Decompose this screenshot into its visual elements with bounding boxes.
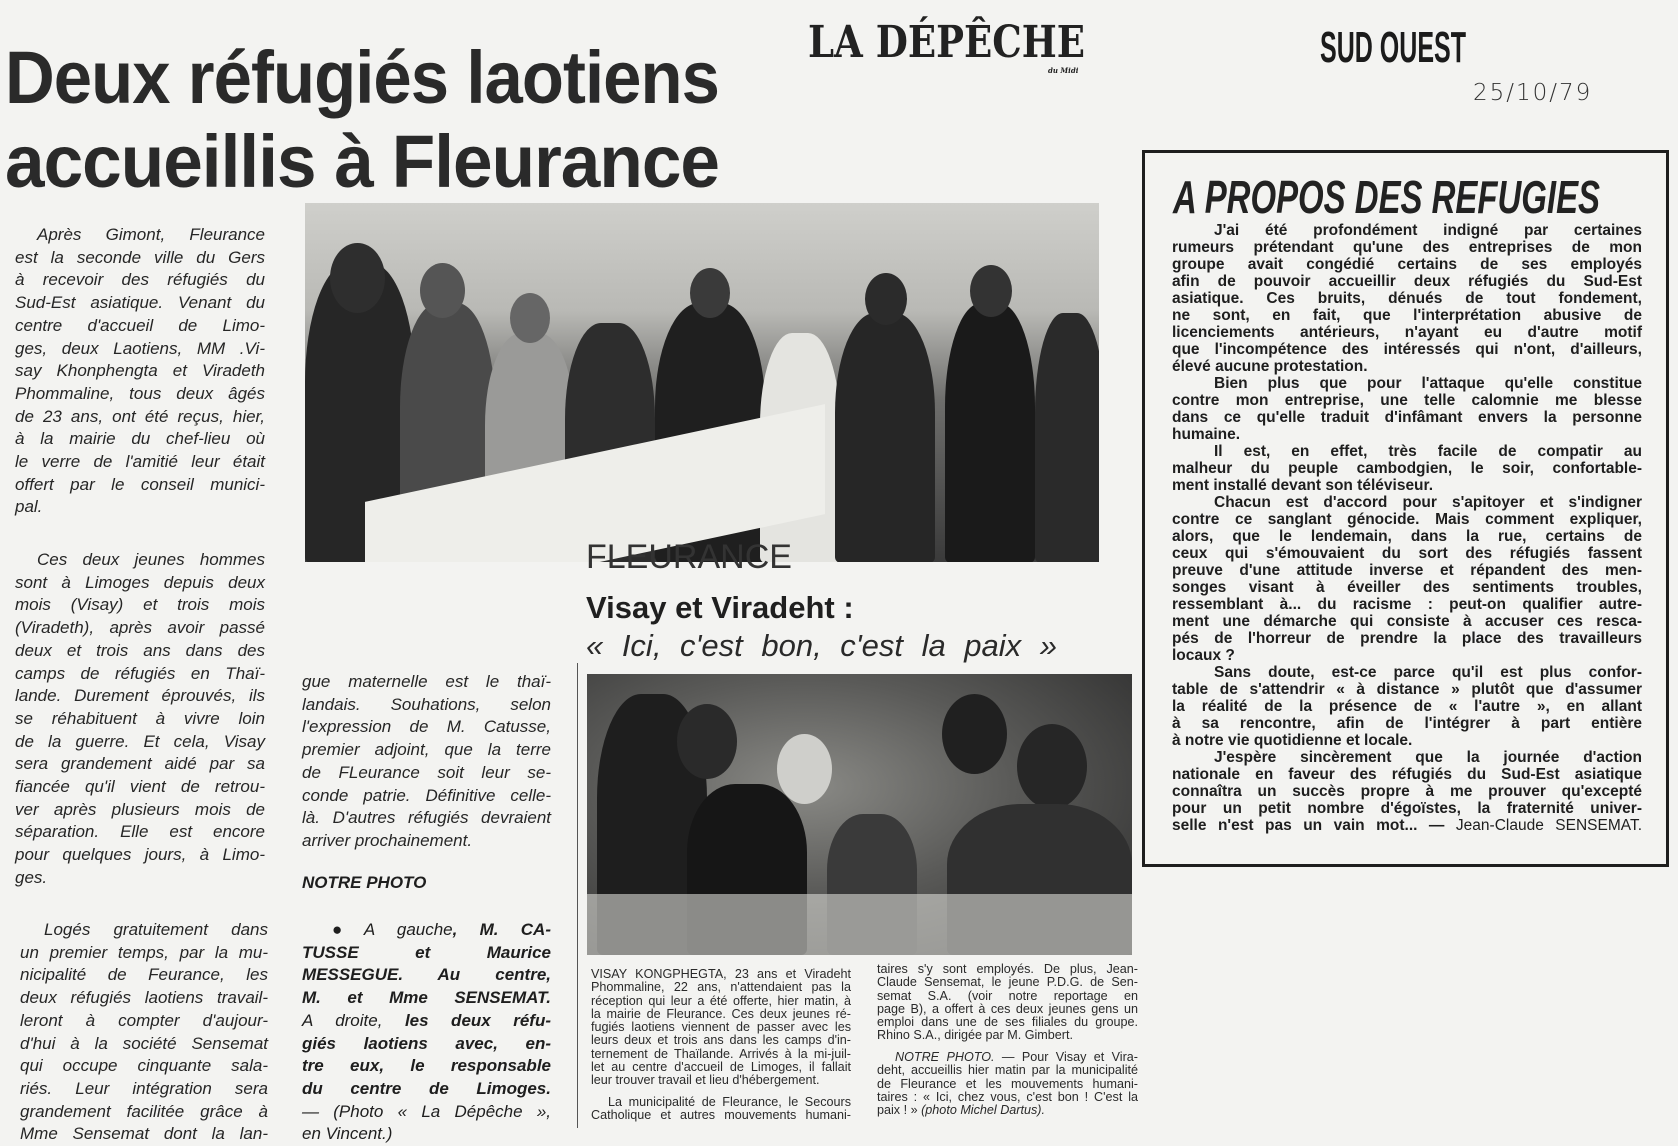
line-text: à notre vie quotidienne et locale.: [1172, 732, 1413, 749]
text-line: [1172, 358, 1642, 375]
line-text: élevé aucune protestation.: [1172, 358, 1368, 375]
line-text: malheur du peuple cambodgien, le soir, confortable-: [1172, 460, 1642, 477]
text-line: [15, 731, 265, 754]
text-line: [591, 1048, 851, 1061]
letter-paragraph-6: [1172, 749, 1642, 834]
line-text: pés de l'horreur de prendre la place des travailleurs: [1172, 630, 1642, 647]
article-paragraph-2: [15, 549, 265, 890]
text-line: [5, 38, 719, 118]
text-line: [1172, 256, 1642, 273]
text-line: [1172, 324, 1642, 341]
line-text: fugiés laotiens viennent de passer avec les: [591, 1020, 851, 1035]
article-paragraph-1: [15, 224, 265, 519]
text-line: [15, 685, 265, 708]
photo-caption-paragraph-2: [591, 1096, 851, 1123]
text-segment: paix ! »: [877, 1103, 922, 1118]
text-line: [20, 1010, 268, 1033]
line-text: là. D'autres réfugiés devraient: [302, 808, 551, 828]
text-segment: les deux réfu-: [404, 1010, 551, 1030]
text-line: [808, 18, 1085, 68]
line-text: emploi dans une de ses filiales du groupe.: [877, 1015, 1138, 1030]
text-line: [15, 776, 265, 799]
line-text: nationale en faveur des réfugiés du Sud-Est asiatique: [1172, 766, 1642, 783]
text-line: [1172, 239, 1642, 256]
line-text: offert par le conseil munici-: [15, 474, 265, 494]
text-line: [15, 594, 265, 617]
text-segment: selle n'est pas un vain mot... —: [1172, 817, 1456, 834]
line-text: gue maternelle est le thaï-: [302, 672, 551, 691]
line-text: lande. Durement éprouvés, ils: [15, 686, 265, 706]
text-line: [1172, 545, 1642, 562]
line-text: la mairie de Fleurance. Ces deux jeunes ré-: [591, 1006, 851, 1021]
text-line: [302, 1123, 551, 1146]
text-segment: — (Photo « La Dépêche »,: [302, 1101, 551, 1121]
line-text: Bien plus que pour l'attaque qu'elle constitue: [1214, 375, 1642, 392]
text-line: [1172, 800, 1642, 817]
text-line: [15, 663, 265, 686]
text-line: [1172, 766, 1642, 783]
line-text: [302, 1123, 392, 1146]
text-line: [15, 640, 265, 663]
line-text: SUD OUEST: [1320, 23, 1466, 72]
line-text: Ces deux jeunes hommes: [37, 550, 265, 569]
line-text: fiancée qu'il vient de retrou-: [15, 777, 265, 797]
line-text: Logés gratuitement dans: [44, 920, 268, 939]
text-line: [15, 844, 265, 867]
text-line: [302, 1101, 551, 1124]
text-line: [1172, 375, 1642, 392]
text-line: [1172, 273, 1642, 290]
text-line: [15, 224, 265, 247]
line-text: Sud-Est asiatique. Venant du: [15, 293, 265, 313]
text-line: [1172, 222, 1642, 239]
line-text: pour un petit nombre d'égoïstes, la fraternité univer-: [1172, 800, 1642, 817]
line-text: se réhabituent à vivre loin: [15, 708, 265, 728]
line-text: séparation. Elle est encore: [15, 822, 265, 842]
text-line: [1172, 443, 1642, 460]
text-line: [20, 1033, 268, 1056]
line-text: nicipalité de Feurance, les: [20, 965, 268, 985]
line-text: locaux ?: [1172, 647, 1235, 664]
line-text: leur trouver travail et lieu d'hébergement.: [591, 1073, 820, 1088]
text-line: [591, 1021, 851, 1034]
sud-ouest-logo: [1320, 24, 1466, 72]
column-divider: [577, 663, 578, 1128]
text-line: [20, 964, 268, 987]
text-line: [15, 406, 265, 429]
line-text: est la seconde ville du Gers: [15, 247, 265, 267]
text-line: [591, 1074, 851, 1087]
line-text: J'ai été profondément indigné par certaines: [1214, 222, 1642, 239]
text-segment: Jean-Claude SENSEMAT.: [1455, 817, 1643, 834]
line-text: ne sont, en fait, que l'interprétation abusive de: [1172, 307, 1642, 324]
line-text: Chacun est d'accord pour s'apitoyer et s'indigner: [1214, 494, 1642, 511]
line-text: VISAY KONGPHEGTA, 23 ans et Viradeht: [591, 967, 851, 981]
line-text: La municipalité de Fleurance, le Secours: [608, 1095, 851, 1109]
line-text: ressemblant à... du racisme : peut-on qualifier autre-: [1172, 596, 1642, 613]
line-text: taires s'y sont employés. De plus, Jean-: [877, 962, 1138, 976]
text-line: [877, 976, 1138, 989]
article-paragraph-4: [302, 671, 551, 853]
line-text: leurs deux et trois ans dans les camps d'in-: [591, 1033, 851, 1048]
line-text: Sans doute, est-ce parce qu'il est plus confor-: [1214, 664, 1642, 681]
line-text: de la guerre. Et cela, Visay: [15, 731, 265, 751]
line-text: conde patrie. Définitive celle-: [302, 785, 551, 805]
line-text: giés laotiens avec, en-: [302, 1033, 551, 1053]
text-line: [877, 1016, 1138, 1029]
text-line: [302, 964, 551, 987]
line-text: premier adjoint, que la terre: [302, 740, 551, 760]
line-text: ment installé devant son téléviseur.: [1172, 477, 1434, 494]
text-line: [1172, 579, 1642, 596]
line-text: pal.: [15, 497, 43, 517]
text-line: [1172, 681, 1642, 698]
line-text: [1172, 817, 1642, 834]
text-line: [15, 451, 265, 474]
line-text: un premier temps, par la mu-: [20, 942, 268, 962]
letter-body: [1172, 222, 1642, 834]
text-line: [877, 1051, 1138, 1064]
line-text: rumeurs prétendant qu'une des entreprises de mon: [1172, 239, 1642, 256]
text-line: [1172, 783, 1642, 800]
line-text: let au centre d'accueil de Limoges, il fallait: [591, 1060, 851, 1075]
text-line: [15, 821, 265, 844]
text-line: [15, 247, 265, 270]
text-line: [5, 122, 719, 202]
line-text: réception qui leur a été offerte, hier matin, à: [591, 993, 851, 1008]
text-line: [302, 716, 551, 739]
line-text: ges.: [15, 867, 48, 887]
text-line: [1172, 715, 1642, 732]
text-line: [877, 1003, 1138, 1016]
text-line: [20, 987, 268, 1010]
text-line: [15, 549, 265, 572]
text-segment: A droite,: [302, 1010, 405, 1030]
text-line: [591, 1109, 851, 1122]
article-paragraph-3: [20, 919, 268, 1146]
text-line: [877, 1091, 1138, 1104]
text-line: [1172, 290, 1642, 307]
reception-photo: [305, 203, 1099, 562]
text-line: [1172, 409, 1642, 426]
line-text: à la mairie du chef-lieu où: [15, 429, 265, 449]
line-text: d'hui à la société Sensemat: [20, 1033, 268, 1053]
line-text: [877, 1104, 1045, 1117]
text-line: [1172, 528, 1642, 545]
text-line: [302, 1010, 551, 1033]
text-line: [15, 383, 265, 406]
line-text: grandement facilitée grâce à: [20, 1101, 268, 1121]
line-text: de FLeurance soit leur se-: [302, 762, 551, 782]
letter-paragraph-1: [1172, 222, 1642, 375]
line-text: riés. Leur intégration sera: [20, 1078, 268, 1098]
line-text: semat S.A. (voir notre reportage en: [877, 988, 1138, 1003]
text-segment: , M. CA-: [452, 920, 551, 939]
text-line: [1173, 172, 1600, 222]
text-line: [15, 292, 265, 315]
text-line: [15, 867, 265, 890]
line-text: dans ce qu'elle traduit d'infâmant envers la personne: [1172, 409, 1642, 426]
text-line: [591, 995, 851, 1008]
text-line: [15, 799, 265, 822]
line-text: leront à compter d'aujour-: [20, 1010, 268, 1030]
line-text: la réalité de la présence de « l'autre », en allant: [1172, 698, 1642, 715]
line-text: à recevoir des réfugiés du: [15, 270, 265, 290]
text-line: [1172, 477, 1642, 494]
letter-paragraph-4: [1172, 494, 1642, 664]
text-line: [20, 1123, 268, 1146]
text-line: [1172, 562, 1642, 579]
line-text: Mme Sensemat dont la lan-: [20, 1124, 268, 1144]
text-segment: — Pour Visay et Vira-: [994, 1050, 1138, 1064]
line-text: [302, 1010, 551, 1033]
line-text: say Khonphengta et Viradeth: [15, 361, 265, 381]
line-text: ver après plusieurs mois de: [15, 799, 265, 819]
text-line: [20, 1101, 268, 1124]
line-text: accueillis à Fleurance: [5, 120, 719, 203]
la-depeche-logo-subtitle: du Midi: [1048, 66, 1079, 75]
text-line: [302, 1055, 551, 1078]
text-line: [591, 1061, 851, 1074]
line-text: Phommaline, 22 ans, n'attendaient pas la: [591, 980, 851, 995]
text-segment: ● A gauche: [332, 920, 453, 939]
text-line: [15, 474, 265, 497]
text-line: [15, 708, 265, 731]
text-line: [15, 315, 265, 338]
text-line: [1172, 392, 1642, 409]
text-line: [591, 1096, 851, 1109]
text-line: [1172, 613, 1642, 630]
text-line: [1172, 647, 1642, 664]
headline-line-2: [5, 122, 719, 202]
text-line: [877, 1104, 1138, 1117]
text-line: [302, 739, 551, 762]
line-text: ges, deux Laotiens, MM .Vi-: [15, 338, 265, 358]
photo-caption: [302, 919, 551, 1146]
sidebar-article-title: Visay et Viradeht :: [586, 590, 854, 625]
meeting-photo: [587, 674, 1132, 955]
line-text: page B), a offert à ces deux jeunes gens un: [877, 1001, 1138, 1016]
line-text: mois (Visay) et trois mois: [15, 595, 265, 615]
line-text: ment une démarche qui consiste à accuser ces resca-: [1172, 613, 1642, 630]
line-text: [302, 1101, 551, 1124]
text-line: [1172, 664, 1642, 681]
text-line: [15, 338, 265, 361]
photo-caption-paragraph-3: [877, 963, 1138, 1043]
text-line: [877, 1078, 1138, 1091]
photo-caption-paragraph-1: [591, 968, 851, 1088]
text-segment: (photo Michel Dartus).: [921, 1103, 1045, 1118]
text-line: [1172, 596, 1642, 613]
photo-caption-paragraph-4: [877, 1051, 1138, 1117]
text-line: [302, 671, 551, 694]
line-text: Phommaline, tous deux âgés: [15, 383, 265, 403]
line-text: table de s'attendrir « à distance » plutôt que d'assumer: [1172, 681, 1642, 698]
text-line: [302, 807, 551, 830]
line-text: sont à Limoges depuis deux: [15, 572, 265, 592]
text-line: [1172, 341, 1642, 358]
line-text: Claude Sensemat, le jeune P.D.G. de Sen-: [877, 975, 1138, 990]
line-text: du centre de Limoges.: [302, 1078, 551, 1098]
text-line: [1172, 698, 1642, 715]
line-text: TUSSE et Maurice: [302, 942, 551, 962]
line-text: M. et Mme SENSEMAT.: [302, 988, 551, 1008]
letter-paragraph-5: [1172, 664, 1642, 749]
line-text: J'espère sincèrement que la journée d'action: [1214, 749, 1642, 766]
line-text: A PROPOS DES REFUGIES: [1173, 171, 1600, 223]
text-line: [1172, 511, 1642, 528]
line-text: Deux réfugiés laotiens: [5, 36, 719, 119]
line-text: groupe avait congédié certains de ses employés: [1172, 256, 1642, 273]
text-line: [1320, 24, 1466, 72]
line-text: le verre de l'amitié leur était: [15, 452, 265, 472]
text-line: [591, 981, 851, 994]
line-text: à sa rencontre, afin de l'intégrer à part entière: [1172, 715, 1642, 732]
line-text: contre mon entreprise, une telle calomnie me blesse: [1172, 392, 1642, 409]
line-text: landais. Souhations, selon: [302, 694, 551, 714]
line-text: Rhino S.A., dirigée par M. Gimbert.: [877, 1028, 1073, 1043]
line-text: contre ce sanglant génocide. Mais comment expliquer,: [1172, 511, 1642, 528]
line-text: MESSEGUE. Au centre,: [302, 965, 551, 985]
text-line: [20, 919, 268, 942]
line-text: taires : « Ici, chez vous, c'est bon ! C'est la: [877, 1089, 1138, 1104]
line-text: que l'incompétence des intéressés qui n'ont, d'ailleurs,: [1172, 341, 1642, 358]
text-line: [302, 830, 551, 853]
line-text: humaine.: [1172, 426, 1241, 443]
line-text: Il est, en effet, très facile de compatir au: [1214, 443, 1642, 460]
text-line: [20, 1078, 268, 1101]
text-line: [20, 1055, 268, 1078]
line-text: ceux qui s'émouvaient du sort des réfugiés fassent: [1172, 545, 1642, 562]
text-line: [15, 269, 265, 292]
text-line: [877, 1064, 1138, 1077]
line-text: Catholique et autres mouvements humani-: [591, 1108, 851, 1123]
text-line: [15, 496, 265, 519]
line-text: asiatique. Ces bruits, dénués de tout fondement,: [1172, 290, 1642, 307]
text-line: [877, 963, 1138, 976]
line-text: LA DÉPÊCHE: [808, 17, 1085, 68]
line-text: « Ici, c'est bon, c'est la paix »: [586, 628, 1057, 663]
text-line: [15, 360, 265, 383]
text-line: [1172, 732, 1642, 749]
line-text: [332, 919, 551, 942]
line-text: ternement de Thaïlande. Arrivés à la mi-juil-: [591, 1046, 851, 1061]
line-text: preuve d'une attitude inverse et répandent des men-: [1172, 562, 1642, 579]
line-text: [895, 1051, 1138, 1064]
text-line: [302, 762, 551, 785]
text-line: [591, 968, 851, 981]
text-line: [1172, 817, 1642, 834]
text-line: [302, 942, 551, 965]
line-text: sera grandement aidé par sa: [15, 754, 265, 774]
text-line: [1172, 460, 1642, 477]
text-line: [302, 987, 551, 1010]
line-text: licenciements antérieurs, n'ayant eu d'autre motif: [1172, 324, 1642, 341]
line-text: (Viradeth), après avoir passé: [15, 618, 265, 638]
text-segment: en Vincent.): [302, 1124, 393, 1144]
line-text: Après Gimont, Fleurance: [37, 225, 265, 244]
line-text: deux réfugiés laotiens travail-: [20, 988, 268, 1008]
section-kicker: FLEURANCE: [586, 538, 792, 576]
headline-line-1: [5, 38, 719, 118]
line-text: de Fleurance et les mouvements humani-: [877, 1076, 1138, 1091]
letter-paragraph-2: [1172, 375, 1642, 443]
line-text: camps de réfugiés en Thaï-: [15, 663, 265, 683]
text-line: [302, 1078, 551, 1101]
text-line: [1172, 749, 1642, 766]
line-text: afin de pouvoir accueillir deux réfugiés du Sud-Est: [1172, 273, 1642, 290]
text-line: [15, 617, 265, 640]
text-line: [302, 694, 551, 717]
line-text: pour quelques jours, à Limo-: [15, 845, 265, 865]
text-line: [1172, 426, 1642, 443]
line-text: centre d'accueil de Limo-: [15, 315, 265, 335]
text-line: [302, 1033, 551, 1056]
text-line: [586, 628, 1057, 664]
text-line: [877, 1029, 1138, 1042]
text-line: [302, 919, 551, 942]
text-line: [15, 428, 265, 451]
text-line: [1172, 307, 1642, 324]
letter-title: [1173, 172, 1600, 222]
clipping-date: 25/10/79: [1473, 80, 1593, 106]
text-line: [591, 1008, 851, 1021]
text-line: [1172, 630, 1642, 647]
line-text: arriver prochainement.: [302, 830, 473, 850]
line-text: songes visant à éveiller des sentiments troubles,: [1172, 579, 1642, 596]
line-text: deux et trois ans dans des: [15, 640, 265, 660]
text-line: [302, 785, 551, 808]
line-text: deht, accueillis hier matin par la municipalité: [877, 1063, 1138, 1078]
line-text: l'expression de M. Catusse,: [302, 717, 551, 737]
text-line: [15, 753, 265, 776]
text-line: [15, 572, 265, 595]
text-line: [20, 942, 268, 965]
text-line: [591, 1034, 851, 1047]
text-line: [1172, 494, 1642, 511]
line-text: alors, que le lendemain, dans la rue, certains de: [1172, 528, 1642, 545]
sidebar-article-quote: [586, 628, 1057, 664]
text-segment: NOTRE PHOTO.: [895, 1050, 995, 1064]
letter-paragraph-3: [1172, 443, 1642, 494]
line-text: de 23 ans, ont été reçus, hier,: [15, 406, 265, 426]
photo-label: NOTRE PHOTO: [302, 873, 427, 892]
line-text: qui occupe cinquante sala-: [20, 1056, 268, 1076]
text-line: [877, 990, 1138, 1003]
line-text: connaîtra un succès propre à me prouver qu'excepté: [1172, 783, 1642, 800]
line-text: tre eux, le responsable: [302, 1056, 551, 1076]
la-depeche-logo: [808, 18, 1085, 68]
